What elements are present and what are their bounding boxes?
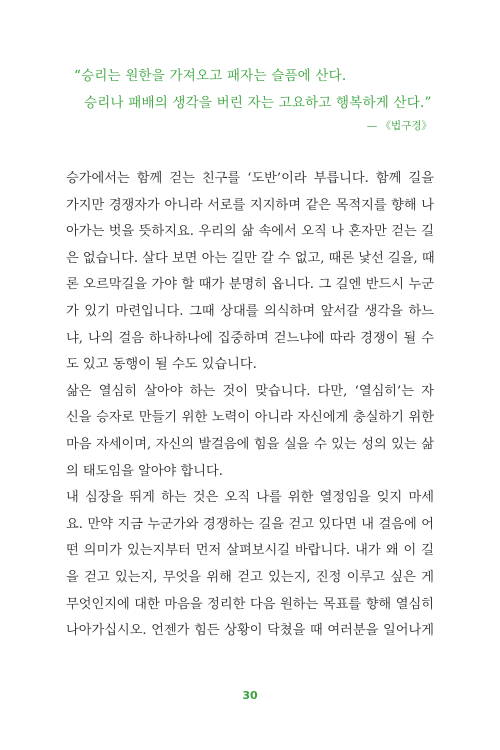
text-line: 가 있기 마련입니다. 그때 상대를 의식하며 앞서갈 생각을 하느 (66, 303, 434, 319)
body-text (66, 166, 434, 645)
text-line: 승가에서는 함께 걷는 친구를 ‘도반’이라 부릅니다. 함께 길을 (66, 171, 434, 186)
text-line: 요. 만약 지금 누군가와 경쟁하는 길을 걷고 있다면 내 걸음에 어 (66, 516, 434, 532)
text-line: 도 있고 동행이 될 수도 있습니다. (66, 357, 257, 373)
text-line: 나아가십시오. 언젠가 힘든 상황이 닥쳤을 때 여러분을 일어나게 (66, 623, 434, 639)
quote-line-1: “승리는 원한을 가져오고 패자는 슬픔에 산다. (74, 68, 347, 84)
paragraph (66, 485, 434, 645)
quote-source: — 《법구경》 (366, 120, 432, 132)
text-line: 신을 승자로 만들기 위한 노력이 아니라 자신에게 충실하기 위한 (66, 410, 434, 426)
text-line: 마음 자세이며, 자신의 발걸음에 힘을 실을 수 있는 성의 있는 삶 (66, 436, 434, 452)
text-line: 떤 의미가 있는지부터 먼저 살펴보시길 바랍니다. 내가 왜 이 길 (66, 543, 434, 559)
paragraph (66, 379, 434, 485)
text-line: 가지만 경쟁자가 아니라 서로를 지지하며 같은 목적지를 향해 나 (66, 197, 434, 213)
quote-line-2: 승리나 패배의 생각을 버린 자는 고요하고 행복하게 산다.” (84, 95, 432, 111)
page-number: 30 (242, 689, 258, 702)
text-line: 삶은 열심히 살아야 하는 것이 맞습니다. 다만, ‘열심히’는 자 (66, 383, 434, 399)
text-line: 은 없습니다. 살다 보면 아는 길만 갈 수 없고, 때론 낯선 길을, 때 (66, 250, 435, 266)
text-line: 을 걷고 있는지, 무엇을 위해 걷고 있는지, 진정 이루고 싶은 게 (66, 569, 434, 585)
text-line: 의 태도임을 알아야 합니다. (66, 463, 223, 479)
text-line: 냐, 나의 걸음 하나하나에 집중하며 걷느냐에 따라 경쟁이 될 수 (66, 330, 434, 346)
text-line: 내 심장을 뛰게 하는 것은 오직 나를 위한 열정임을 잊지 마세 (66, 490, 434, 506)
text-line: 무엇인지에 대한 마음을 정리한 다음 원하는 목표를 향해 열심히 (66, 596, 434, 612)
text-line: 론 오르막길을 가야 할 때가 분명히 옵니다. 그 길엔 반드시 누군 (66, 277, 434, 293)
paragraph (66, 166, 434, 379)
text-line: 아가는 벗을 뜻하지요. 우리의 삶 속에서 오직 나 혼자만 걷는 길 (66, 224, 434, 240)
